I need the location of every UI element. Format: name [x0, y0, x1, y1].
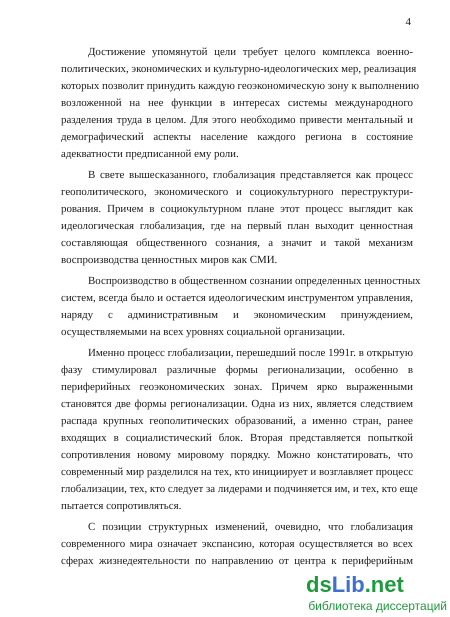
- text-line: политических, экономических и культурно-идеологических мер, реализация: [61, 63, 417, 75]
- text-line: Воспроизводство в общественном сознании определенных ценностных: [88, 275, 421, 287]
- text-line: систем, всегда было и остается идеологическим инструментом управления,: [61, 292, 413, 304]
- text-line: осуществляемыми на всех уровнях социальной организации.: [61, 326, 345, 338]
- text-line: адекватности предписанной ему роли.: [61, 148, 239, 160]
- text-line: воспроизводства ценностных миров как СМИ.: [61, 254, 278, 266]
- watermark-logo-net: .net: [364, 572, 404, 597]
- text-line: становятся две формы регионализации. Одна из них, является следствием: [61, 398, 413, 410]
- text-line: идеологическая глобализация, где на первый план выходит ценностная: [61, 220, 413, 232]
- text-line: наряду с административным и экономическим принуждением,: [61, 309, 413, 321]
- text-line: разделения труда в целом. Для этого необходимо привести ментальный и: [61, 114, 413, 126]
- text-line: сопротивления новому мировому порядку. Можно констатировать, что: [61, 449, 413, 461]
- text-line: фазу стимулировал различные формы регионализации, особенно в: [61, 364, 413, 376]
- text-line: пытается сопротивляться.: [61, 500, 182, 512]
- text-line: периферийных геоэкономических зонах. Причем ярко выраженными: [61, 381, 413, 393]
- text-line: составляющая общественного сознания, а значит и такой механизм: [61, 237, 413, 249]
- page-number: 4: [405, 16, 411, 28]
- text-line: входящих в социалистический блок. Вторая представляется попыткой: [61, 432, 413, 444]
- text-line: современного мира означает экспансию, которая осуществляется во всех: [61, 538, 413, 550]
- text-line: Именно процесс глобализации, перешедший после 1991г. в открытую: [88, 347, 413, 359]
- text-line: Достижение упомянутой цели требует целого комплекса военно-: [88, 46, 413, 58]
- watermark: [306, 573, 448, 613]
- text-line: глобализации, тех, кто следует за лидерами и подчиняется им, и тех, кто еще: [61, 483, 418, 495]
- text-line: современный мир разделился на тех, кто инициирует и возглавляет процесс: [61, 466, 414, 478]
- watermark-logo-lib: Lib: [331, 572, 365, 597]
- watermark-logo-ds: ds: [306, 572, 332, 597]
- text-line: которых позволит принудить каждую геоэкономическую зону к выполнению: [61, 80, 419, 92]
- text-line: демографический аспекты население каждого региона в состояние: [61, 131, 413, 143]
- text-line: геополитического, экономического и социокультурного переструктури-: [61, 186, 413, 198]
- text-line: рования. Причем в социокультурном плане этот процесс выглядит как: [61, 203, 413, 215]
- text-line: сферах жизнедеятельности по направлению от центра к периферийным: [61, 555, 413, 567]
- text-line: распада крупных геополитических образований, а именно стран, ранее: [61, 415, 413, 427]
- text-line: С позиции структурных изменений, очевидно, что глобализация: [88, 521, 413, 533]
- text-line: возложенной на нее функции в интересах системы международного: [61, 97, 413, 109]
- watermark-logo: [306, 573, 404, 597]
- watermark-tagline: библиотека диссертаций: [308, 599, 447, 613]
- text-line: В свете вышесказанного, глобализация представляется как процесс: [88, 169, 413, 181]
